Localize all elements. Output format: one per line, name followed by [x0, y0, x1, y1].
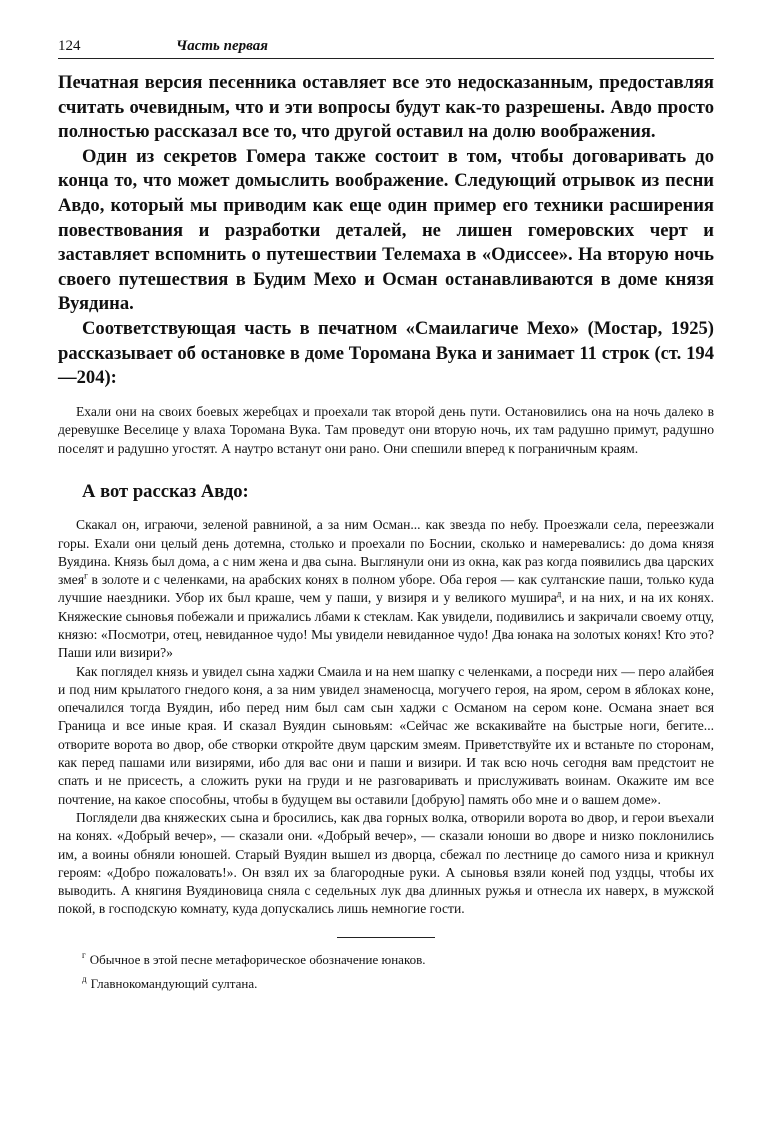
body-paragraph-2: Один из секретов Гомера также состоит в том, чтобы договаривать до конца то, что может домыслить воображение. Следующий отрывок из песни Авдо, который мы приводим как еще один пример его техники расширения повествования и разработки деталей, не лишен гомеровских черт и заставляет вспомнить о путешествии Телемаха в «Одиссее». На вторую ночь своего путешествия в Будим Мехо и Осман останавливаются в доме князя Вуядина. [58, 145, 714, 315]
page-header [58, 38, 714, 55]
footnote-mark-d: д [556, 588, 562, 599]
book-page [58, 38, 714, 996]
avdo-quote [58, 516, 714, 919]
avdo-p1-part-b: в золоте и с челенками, на арабских конях в полном уборе. Оба героя — как султанские паши, только куда лучшие наездники. Убор их был краше, чем у паши, у визиря и у великого мушира [58, 572, 714, 606]
main-text [58, 71, 714, 391]
running-title: Часть первая [176, 38, 268, 54]
footnote-d [82, 972, 714, 996]
footnote-rule [337, 937, 435, 938]
footnotes [58, 948, 714, 996]
avdo-paragraph-3: Поглядели два княжеских сына и бросились, как два горных волка, отворили ворота во двор, и герои въехали на конях. «Добрый вечер», — сказали они. «Добрый вечер», — сказали юноши во дворе и низко поклонились им, а воины обняли юношей. Старый Вуядин вышел из дворца, сбежал по лестнице до самого низа и крикнул героям: «Добро пожаловать!». Он взял их за благородные руки. А сыновья взяли коней под уздцы, чтобы их выводить. А княгиня Вуядиновица сняла с седельных лук два длинных ружья и отнесла их наверх, в мужской покой, в господскую комнату, куда допускались лишь немногие гости. [58, 809, 714, 917]
avdo-paragraph-1 [58, 516, 714, 662]
footnote-g-text: Обычное в этой песне метафорическое обозначение юнаков. [89, 951, 426, 967]
header-rule [58, 58, 714, 59]
body-paragraph-3: Соответствующая часть в печатном «Смаилагиче Мехо» (Мостар, 1925) рассказывает об остановке в доме Торомана Вука и занимает 11 строк (ст. 194—204): [58, 317, 714, 389]
printed-quote-text: Ехали они на своих боевых жеребцах и проехали так второй день пути. Остановились она на ночь далеко в деревушке Веселице у влаха Торомана Вука. Там проведут они вторую ночь, их там радушно примут, радушно поселят и радушно угостят. А наутро встанут они рано. Они спешили вперед к пограничным краям. [58, 403, 714, 456]
avdo-paragraph-2: Как поглядел князь и увидел сына хаджи Смаила и на нем шапку с челенками, а посреди них — перо алайбея и под ним крылатого гнедого коня, а за ним увидел знаменосца, могучего героя, на яром, сером в яблоках коне, опечалился тогда Вуядин, ибо перед ним был сам сын хаджи с Османом на сером коне. Османа знает вся Граница и все иные края. И сказал Вуядин сыновьям: «Сейчас же вскакивайте на быстрые ноги, бегите... отворите ворота во двор, обе створки откройте двум царским змеям. Приветствуйте их и встаньте по сторонам, как перед пашами или визирями, ибо для вас они и паши и визири. И так всю ночь сегодня вам предстоит не спать и не присесть, а сложить руки на груди и не разговаривать и прислуживать воинам. Окажите им все почтение, на какое способны, чтобы в будущем вы оставили [добрую] память обо мне и о вашем доме». [58, 663, 714, 807]
footnote-d-mark: д [82, 974, 87, 985]
section-subheading: А вот рассказ Авдо: [82, 481, 249, 503]
avdo-p1-part-a: Скакал он, играючи, зеленой равниной, а за ним Осман... как звезда по небу. Проезжали села, переезжали горы. Ехали они целый день дотемна, столько и проехали по Боснии, сколько и намеревались: до дома князя Вуядина. Князь был дома, а с ним жена и два сына. Выглянули они из окна, как раз когда появились два царских змея [58, 517, 714, 588]
footnote-g [82, 948, 714, 972]
page-number: 124 [58, 38, 81, 54]
footnote-g-mark: г [82, 950, 86, 961]
printed-version-quote [58, 403, 714, 459]
avdo-p1-part-c: , и на них, и на их конях. Княжеские сыновья побежали и прижались лбами к стеклам. Как увидели, подивились и закричали своему отцу, князю: «Посмотри, отец, невиданное чудо! Мы увидели невиданное чудо! Два юнака на золотых конях! Кто это? Паши или визири?» [58, 590, 714, 661]
footnote-mark-g: г [84, 570, 88, 581]
footnote-d-text: Главнокомандующий султана. [90, 975, 258, 991]
body-paragraph-1: Печатная версия песенника оставляет все это недосказанным, предоставляя считать очевидным, что и эти вопросы будут как-то разрешены. Авдо просто полностью рассказал все то, что другой оставил на долю воображения. [58, 72, 714, 143]
